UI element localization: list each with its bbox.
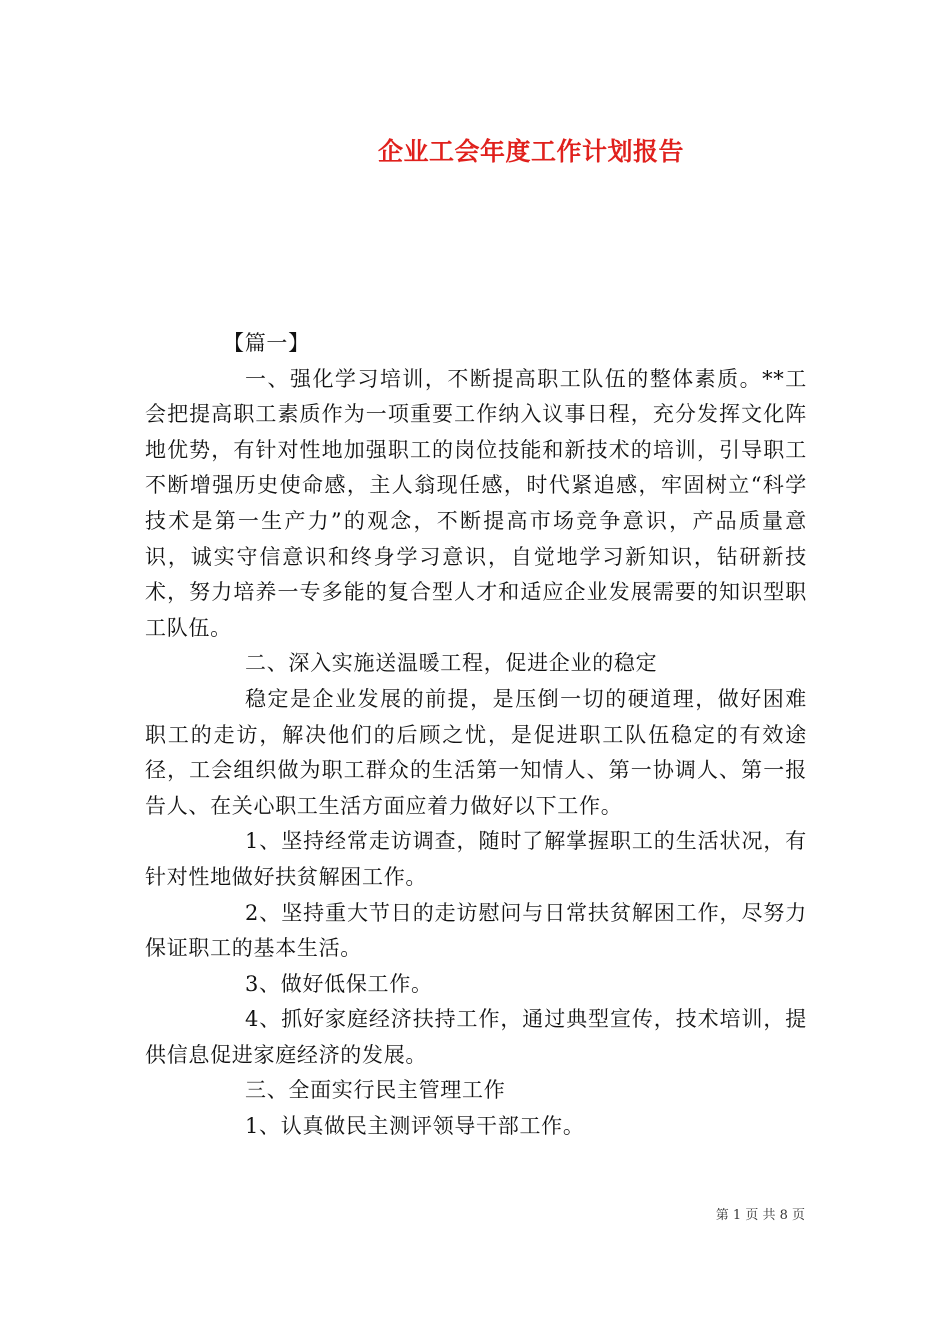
list-item: 1、认真做民主测评领导干部工作。 (245, 1114, 585, 1139)
list-item: 1、坚持经常走访调查，随时了解掌握职工的生活状况，有针对性地做好扶贫解困工作。 (145, 829, 807, 889)
document-body (145, 326, 807, 1145)
document-title: 企业工会年度工作计划报告 (377, 137, 684, 166)
paragraph: 稳定是企业发展的前提，是压倒一切的硬道理，做好困难职工的走访，解决他们的后顾之忧，是促进职工队伍稳定的有效途径，工会组织做为职工群众的生活第一知情人、第一协调人、第一报告人、在关心职工生活方面应着力做好以下工作。 (145, 686, 807, 818)
list-item: 3、做好低保工作。 (245, 971, 433, 996)
page-number: 第 1 页 共 8 页 (715, 1208, 805, 1223)
list-item: 2、坚持重大节日的走访慰问与日常扶贫解困工作，尽努力保证职工的基本生活。 (145, 900, 807, 961)
list-item: 4、抓好家庭经济扶持工作，通过典型宣传，技术培训，提供信息促进家庭经济的发展。 (145, 1007, 807, 1067)
section-label: 【篇一】 (223, 331, 310, 355)
section-heading: 三、全面实行民主管理工作 (245, 1078, 506, 1103)
section-heading: 二、深入实施送温暖工程，促进企业的稳定 (245, 651, 658, 676)
paragraph: 一、强化学习培训，不断提高职工队伍的整体素质。**工会把提高职工素质作为一项重要工作纳入议事日程，充分发挥文化阵地优势，有针对性地加强职工的岗位技能和新技术的培训，引导职工不断增强历史使命感，主人翁现任感，时代紧追感，牢固树立“科学技术是第一生产力”的观念，不断提高市场竞争意识，产品质量意识，诚实守信意识和终身学习意识，自觉地学习新知识，钻研新技术，努力培养一专多能的复合型人才和适应企业发展需要的知识型职工队伍。 (145, 366, 807, 640)
